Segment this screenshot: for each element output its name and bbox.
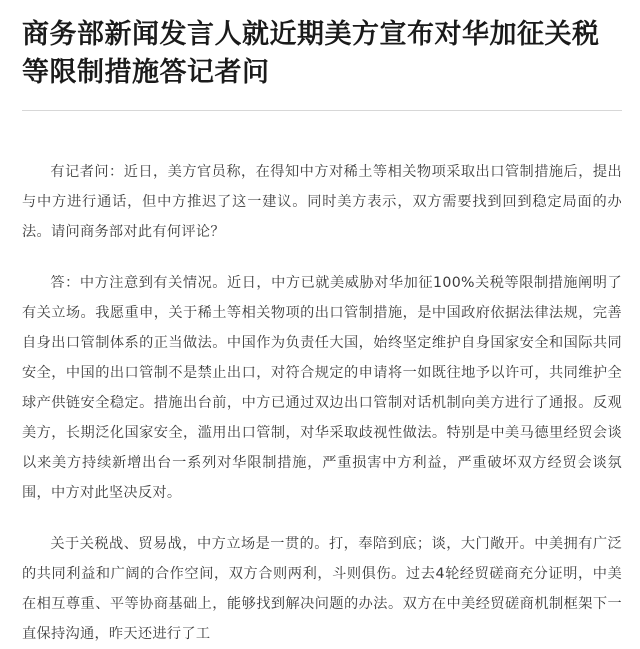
paragraph-answer: 答：中方注意到有关情况。近日，中方已就美威胁对华加征100%关税等限制措施阐明了有关立场。我愿重申，关于稀土等相关物项的出口管制措施，是中国政府依据法律法规，完善自身出口管制体系的正当做法。中国作为负责任大国，始终坚定维护自身国家安全和国际共同安全，中国的出口管制不是禁止出口，对符合规定的申请将一如既往地予以许可，共同维护全球产供链安全稳定。措施出台前，中方已通过双边出口管制对话机制向美方进行了通报。反观美方，长期泛化国家安全，滥用出口管制，对华采取歧视性做法。特别是中美马德里经贸会谈以来美方持续新增出台一系列对华限制措施，严重损害中方利益，严重破坏双方经贸会谈氛围，中方对此坚决反对。 — [22, 275, 622, 501]
title-divider — [22, 110, 622, 111]
paragraph-question: 有记者问：近日，美方官员称，在得知中方对稀土等相关物项采取出口管制措施后，提出与中方进行通话，但中方推迟了这一建议。同时美方表示，双方需要找到回到稳定局面的办法。请问商务部对此有何评论？ — [22, 164, 622, 240]
paragraph-tariff-stance: 关于关税战、贸易战，中方立场是一贯的。打，奉陪到底；谈，大门敞开。中美拥有广泛的共同利益和广阔的合作空间，双方合则两利，斗则俱伤。过去4轮经贸磋商充分证明，中美在相互尊重、平等协商基础上，能够找到解决问题的办法。双方在中美经贸磋商机制框架下一直保持沟通，昨天还进行了工 — [22, 536, 622, 642]
article-title: 商务部新闻发言人就近期美方宣布对华加征关税等限制措施答记者问 — [22, 19, 600, 88]
article-body — [22, 157, 622, 649]
